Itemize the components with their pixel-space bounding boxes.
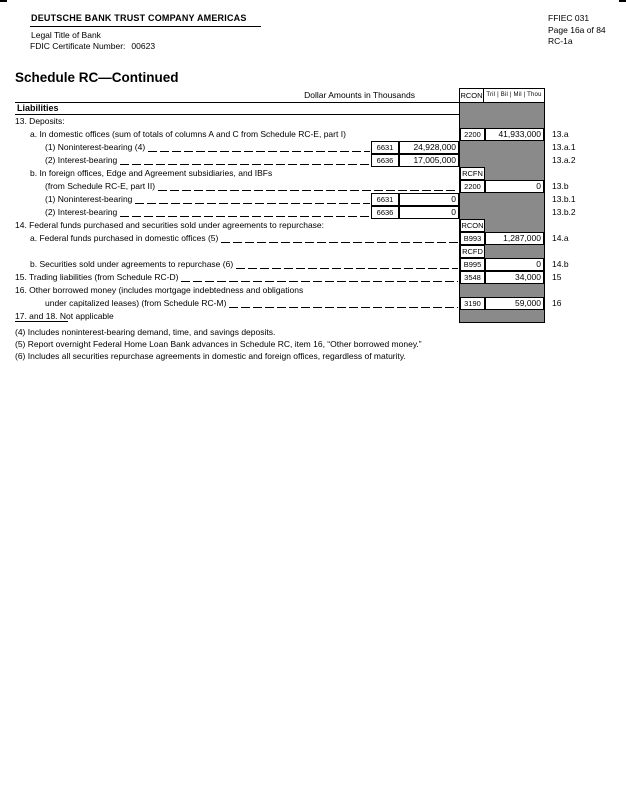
- item-ref: 13.b: [552, 181, 569, 191]
- item-value-box: 0: [485, 180, 544, 193]
- scan-mark-right: [619, 0, 626, 2]
- code-column-header: RCON: [459, 88, 484, 103]
- table-row: [15, 297, 589, 310]
- table-row: [15, 141, 589, 154]
- table-row: [15, 219, 589, 232]
- fdic-label: FDIC Certificate Number:: [30, 41, 126, 51]
- row-label-cell: [15, 271, 459, 284]
- item-value-box: 1,287,000: [485, 232, 544, 245]
- shaded-cell: [459, 103, 545, 115]
- rc-table-body: [15, 115, 589, 323]
- right-column-cell: [459, 128, 545, 141]
- scan-mark-left: [0, 0, 7, 2]
- item-code-box: 6636: [371, 154, 399, 167]
- table-row: [15, 245, 589, 258]
- item-code-box: 3548: [460, 271, 485, 284]
- item-code-box: 3190: [460, 297, 485, 310]
- row-label: (2) Interest-bearing: [45, 155, 118, 165]
- item-value-box: 59,000: [485, 297, 544, 310]
- code-column-header-cells: [459, 88, 545, 103]
- item-code-box: 2200: [460, 128, 485, 141]
- page-label: Page 16a of 84: [548, 24, 606, 35]
- reporting-basis-box: RCFD: [460, 245, 485, 258]
- dotted-leader: [236, 268, 458, 269]
- item-ref: 14.b: [552, 259, 569, 269]
- row-label: a. In domestic offices (sum of totals of columns A and C from Schedule RC-E, part I): [30, 129, 346, 139]
- row-label: 16. Other borrowed money (includes mortgage indebtedness and obligations: [15, 285, 304, 295]
- item-ref: [545, 115, 589, 128]
- row-label-cell: [15, 128, 459, 141]
- shaded-cell: [485, 245, 544, 258]
- row-label-cell: [15, 245, 459, 258]
- item-ref: [545, 167, 589, 180]
- item-ref: [545, 284, 589, 297]
- item-code-box: 6631: [371, 193, 399, 206]
- row-label-cell: [15, 154, 371, 167]
- shaded-cell: [485, 167, 544, 180]
- item-ref: 15: [552, 272, 562, 282]
- item-code-box: B995: [460, 258, 485, 271]
- row-label: (2) Interest-bearing: [45, 207, 118, 217]
- table-row: [15, 193, 589, 206]
- shaded-cell: [459, 115, 545, 128]
- page-code: RC-1a: [548, 36, 573, 46]
- row-label: 17. and 18. Not applicable: [15, 311, 114, 321]
- item-ref: 13.a: [552, 129, 569, 139]
- row-label-cell: [15, 193, 371, 206]
- table-row: [15, 167, 589, 180]
- dotted-leader: [229, 307, 458, 308]
- table-row: [15, 271, 589, 284]
- shaded-cell: [459, 141, 545, 154]
- right-column-cell: [459, 297, 545, 310]
- ref-column-spacer: [545, 88, 589, 103]
- item-ref: 16: [552, 298, 562, 308]
- item-ref: 13.b.1: [552, 194, 576, 204]
- row-label: (from Schedule RC-E, part II): [45, 181, 156, 191]
- bank-name: DEUTSCHE BANK TRUST COMPANY AMERICAS: [30, 13, 261, 27]
- section-header: Liabilities: [15, 103, 459, 115]
- item-value-box: 24,928,000: [399, 141, 459, 154]
- item-ref: 13.b.2: [552, 207, 576, 217]
- row-label-cell: [15, 284, 459, 297]
- dotted-leader: [221, 242, 458, 243]
- reporting-basis-box: RCFN: [460, 167, 485, 180]
- right-column-cell: [459, 180, 545, 193]
- row-label-cell: [15, 219, 459, 232]
- shaded-cell: [459, 206, 545, 219]
- right-column-cell: [459, 167, 545, 180]
- table-row: [15, 115, 589, 128]
- table-row: [15, 180, 589, 193]
- row-label: (1) Noninterest-bearing (4): [45, 142, 146, 152]
- ref-column-spacer: [545, 103, 589, 115]
- dotted-leader: [120, 216, 370, 217]
- item-value-box: 0: [485, 258, 544, 271]
- form-code: FFIEC 031: [548, 13, 590, 23]
- footnote-6: (6) Includes all securities repurchase agreements in domestic and foreign offices, regardless of maturity.: [15, 351, 406, 361]
- row-label: 15. Trading liabilities (from Schedule RC-D): [15, 272, 179, 282]
- footnotes: [15, 321, 422, 362]
- footnote-rule: [15, 321, 68, 322]
- row-label-cell: [15, 232, 459, 245]
- table-row: [15, 258, 589, 271]
- shaded-cell: [485, 219, 544, 232]
- row-label: 14. Federal funds purchased and securities sold under agreements to repurchase:: [15, 220, 325, 230]
- dotted-leader: [135, 203, 370, 204]
- item-code-box: 6631: [371, 141, 399, 154]
- row-label-cell: [15, 206, 371, 219]
- right-column-cell: [459, 219, 545, 232]
- item-code-box: B993: [460, 232, 485, 245]
- row-label: a. Federal funds purchased in domestic offices (5): [30, 233, 219, 243]
- item-ref: [545, 310, 589, 323]
- item-ref: [545, 219, 589, 232]
- row-label-cell: [15, 297, 459, 310]
- item-code-box: 2200: [460, 180, 485, 193]
- right-column-cell: [459, 245, 545, 258]
- table-row: [15, 154, 589, 167]
- item-ref: 13.a.1: [552, 142, 576, 152]
- row-label-cell: [15, 180, 459, 193]
- shaded-cell: [459, 310, 545, 323]
- footnote-5: (5) Report overnight Federal Home Loan Bank advances in Schedule RC, item 16, “Other borrowed money.”: [15, 339, 422, 349]
- row-label: (1) Noninterest-bearing: [45, 194, 133, 204]
- dotted-leader: [120, 164, 370, 165]
- item-ref: 14.a: [552, 233, 569, 243]
- row-label: under capitalized leases) (from Schedule RC-M): [45, 298, 227, 308]
- item-value-box: 34,000: [485, 271, 544, 284]
- item-code-box: 6636: [371, 206, 399, 219]
- section-header-row: [15, 103, 589, 115]
- shaded-cell: [459, 154, 545, 167]
- dotted-leader: [158, 190, 458, 191]
- fdic-line: [30, 41, 155, 51]
- bank-subtitle: Legal Title of Bank: [31, 30, 101, 40]
- amounts-header: Dollar Amounts in Thousands: [15, 88, 459, 103]
- shaded-cell: [459, 193, 545, 206]
- right-column-cell: [459, 258, 545, 271]
- row-label-cell: [15, 258, 459, 271]
- row-label: b. In foreign offices, Edge and Agreement subsidiaries, and IBFs: [30, 168, 273, 178]
- item-ref: 13.a.2: [552, 155, 576, 165]
- fdic-number: 00623: [131, 41, 156, 51]
- table-row: [15, 128, 589, 141]
- rc-liabilities-table: [15, 88, 589, 323]
- footnote-4: (4) Includes noninterest-bearing demand, time, and savings deposits.: [15, 327, 276, 337]
- item-value-box: 0: [399, 193, 459, 206]
- table-row: [15, 284, 589, 297]
- item-ref: [545, 245, 589, 258]
- row-label-cell: [15, 115, 459, 128]
- right-column-cell: [459, 232, 545, 245]
- item-value-box: 0: [399, 206, 459, 219]
- item-value-box: 41,933,000: [485, 128, 544, 141]
- item-value-box: 17,005,000: [399, 154, 459, 167]
- column-header-row: [15, 88, 589, 103]
- form-header: [548, 13, 606, 48]
- shaded-cell: [459, 284, 545, 297]
- row-label: b. Securities sold under agreements to repurchase (6): [30, 259, 234, 269]
- row-label-cell: [15, 167, 459, 180]
- row-label: 13. Deposits:: [15, 116, 65, 126]
- table-row: [15, 232, 589, 245]
- page-title: Schedule RC—Continued: [15, 70, 179, 85]
- reporting-basis-box: RCON: [461, 221, 484, 230]
- dotted-leader: [181, 281, 458, 282]
- row-label-cell: [15, 141, 371, 154]
- table-row: [15, 206, 589, 219]
- scale-column-header: Tril | Bil | Mil | Thou: [484, 88, 545, 103]
- right-column-cell: [459, 271, 545, 284]
- dotted-leader: [148, 151, 370, 152]
